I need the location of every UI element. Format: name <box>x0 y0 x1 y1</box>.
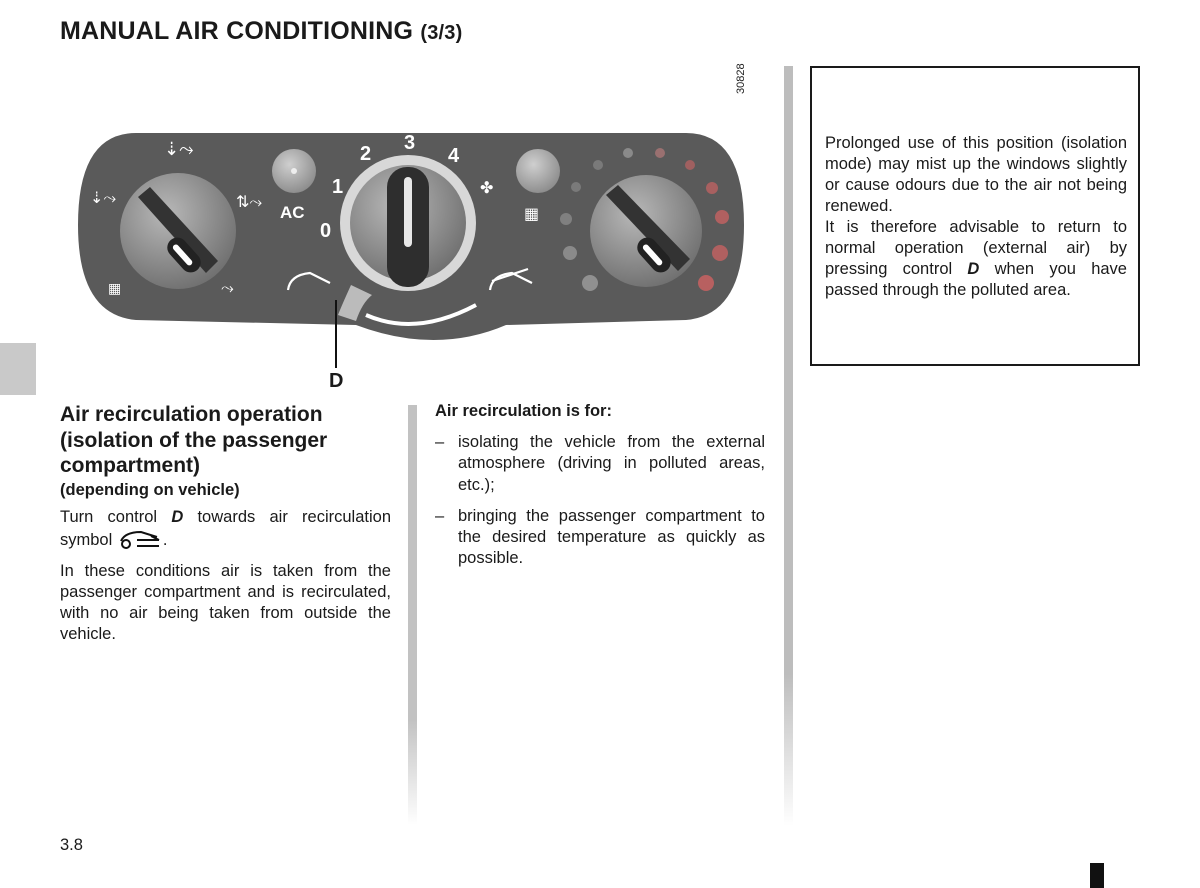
page-edge-marker <box>1090 863 1104 888</box>
note-box <box>810 66 1140 366</box>
note-text: Prolonged use of this position (isolation mode) may mist up the windows slightly or cause odours due to the air not being renewed. It is therefore advisable to return to normal operation (external air) by pressing control D when you have passed through the polluted area. <box>825 134 1127 299</box>
list-item: – isolating the vehicle from the external atmosphere (driving in polluted areas, etc.); <box>435 433 765 494</box>
ac-control-panel-illustration <box>76 125 748 361</box>
page-number: 3.8 <box>60 836 83 854</box>
paragraph-conditions: In these conditions air is taken from the passenger compartment and is recirculated, with no air being taken from outside the vehicle. <box>60 562 391 643</box>
svg-text:⇣⤳: ⇣⤳ <box>90 188 117 207</box>
svg-text:⤳: ⤳ <box>221 278 234 297</box>
list-item: – bringing the passenger compartment to the desired temperature as quickly as possible. <box>435 506 765 568</box>
svg-text:4: 4 <box>448 145 460 167</box>
temperature-knob <box>590 175 702 287</box>
purpose-list <box>435 432 765 580</box>
svg-text:1: 1 <box>332 176 344 198</box>
section-title: Air recirculation operation (isolation of the passenger compartment) <box>60 403 328 477</box>
chapter-tab <box>0 343 36 395</box>
svg-text:0: 0 <box>320 220 332 242</box>
svg-text:▦: ▦ <box>524 204 540 223</box>
list-heading: Air recirculation is for: <box>435 402 612 420</box>
page-title <box>60 17 462 46</box>
title-main: MANUAL AIR CONDITIONING <box>60 17 414 45</box>
svg-text:⇣⤳: ⇣⤳ <box>164 139 194 160</box>
section-note: (depending on vehicle) <box>60 480 240 499</box>
paragraph-instruction: Turn control D towards air recirculation symbol . <box>60 508 391 549</box>
column-divider <box>408 405 417 825</box>
svg-text:3: 3 <box>404 132 416 154</box>
recirculation-icon <box>117 528 163 550</box>
column-divider <box>784 66 793 826</box>
title-part: (3/3) <box>420 22 463 44</box>
figure-code: 30828 <box>735 63 747 94</box>
control-d-leader-line <box>335 300 337 368</box>
svg-text:⇅⤳: ⇅⤳ <box>236 192 263 211</box>
section-heading <box>60 402 390 500</box>
svg-text:2: 2 <box>360 143 372 165</box>
svg-text:✤: ✤ <box>480 178 494 197</box>
air-distribution-knob <box>120 173 236 289</box>
svg-text:▦: ▦ <box>108 281 122 297</box>
ac-label: AC <box>280 203 305 222</box>
control-d-label: D <box>329 370 344 392</box>
